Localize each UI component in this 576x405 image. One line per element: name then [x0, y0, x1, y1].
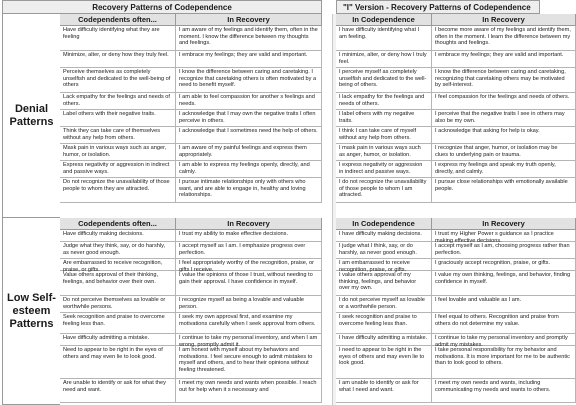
i-codependence-cell: I need to appear to be right in the eyes of others and may even lie to look good. — [336, 346, 432, 378]
recovery-pattern-cell: I know the difference between caring and caretaking. I recognize that caretaking others is often motivated by a need to benefit myself. — [176, 68, 322, 92]
i-codependence-cell: I minimize, alter, or deny how I truly feel. — [336, 51, 432, 67]
i-codependence-cell: I do not perceive myself as lovable or a worthwhile person. — [336, 296, 432, 312]
i-recovery-cell: I acknowledge that asking for help is okay. — [432, 127, 576, 143]
codependent-pattern-cell: Value others approval of their thinking, feelings, and behavior over their own. — [60, 271, 176, 295]
table-row — [60, 26, 322, 51]
i-recovery-cell: I take personal responsibility for my behavior and motivations. It is more important for me to be authentic than to look good to others. — [432, 346, 576, 378]
column-header-in-recovery: In Recovery — [432, 218, 576, 229]
codependent-pattern-cell: Think they can take care of themselves without any help from others. — [60, 127, 176, 143]
i-recovery-cell: I feel compassion for the feelings and needs of others. — [432, 93, 576, 109]
column-header-in-recovery: In Recovery — [176, 218, 322, 229]
table-row — [60, 144, 322, 161]
left-section — [2, 14, 322, 218]
i-codependence-cell: I think I can take care of myself without any help from others. — [336, 127, 432, 143]
i-codependence-cell: I lack empathy for the feelings and needs of others. — [336, 93, 432, 109]
left-grid — [60, 14, 322, 203]
table-row — [60, 93, 322, 110]
table-row — [60, 313, 322, 334]
i-codependence-cell: I express negativity or aggression in indirect and passive ways. — [336, 161, 432, 177]
recovery-pattern-cell: I am able to express my feelings openly, directly, and calmly. — [176, 161, 322, 177]
recovery-pattern-cell: I accept myself as I am. I emphasize progress over perfection. — [176, 242, 322, 258]
table-row — [336, 110, 576, 127]
recovery-pattern-cell: I am able to feel compassion for another s feelings and needs. — [176, 93, 322, 109]
recovery-pattern-cell: I pursue intimate relationships only with others who want, and are able to engage in, healthy and loving relationships. — [176, 178, 322, 202]
column-header-row — [336, 14, 576, 26]
table-row — [336, 230, 576, 242]
i-codependence-cell: I am unable to identify or ask for what I need and want. — [336, 379, 432, 402]
column-header-codependents: Codependents often... — [60, 218, 176, 229]
codependent-pattern-cell: Have difficulty making decisions. — [60, 230, 176, 241]
codependent-pattern-cell: Seek recognition and praise to overcome feeling less than. — [60, 313, 176, 333]
left-table-title: Recovery Patterns of Codependence — [2, 0, 322, 14]
column-header-codependents: Codependents often... — [60, 14, 176, 25]
table-row — [60, 296, 322, 313]
i-codependence-cell: I value others approval of my thinking, feelings, and behavior over my own. — [336, 271, 432, 295]
i-codependence-cell: I have difficulty making decisions. — [336, 230, 432, 241]
table-row — [60, 68, 322, 93]
codependent-pattern-cell: Have difficulty admitting a mistake. — [60, 334, 176, 345]
recovery-pattern-cell: I meet my own needs and wants when possible. I reach out for help when it s necessary and — [176, 379, 322, 402]
section-label: Denial Patterns — [2, 14, 60, 218]
column-header-row — [60, 14, 322, 26]
codependent-pattern-cell: Are unable to identify or ask for what they need and want. — [60, 379, 176, 402]
codependent-pattern-cell: Label others with their negative traits. — [60, 110, 176, 126]
table-row — [60, 127, 322, 144]
table-row — [60, 242, 322, 259]
i-codependence-cell: I am embarrassed to receive recognition, praise, or gifts. — [336, 259, 432, 270]
table-row — [336, 68, 576, 93]
right-table-title: "I" Version - Recovery Patterns of Codependence — [336, 0, 540, 14]
table-row — [60, 346, 322, 379]
table-row — [336, 346, 576, 379]
recovery-pattern-cell: I feel appropriately worthy of the recognition, praise, or gifts I receive. — [176, 259, 322, 270]
i-recovery-cell: I feel lovable and valuable as I am. — [432, 296, 576, 312]
codependent-pattern-cell: Do not perceive themselves as lovable or worthwhile persons. — [60, 296, 176, 312]
section-label: Low Self-esteem Patterns — [2, 218, 60, 405]
i-recovery-cell: I trust my Higher Power s guidance as I practice making effective decisions. — [432, 230, 576, 241]
codependent-pattern-cell: Do not recognize the unavailability of those people to whom they are attracted. — [60, 178, 176, 202]
i-recovery-cell: I graciously accept recognition, praise, or gifts. — [432, 259, 576, 270]
i-recovery-cell: I feel equal to others. Recognition and praise from others do not determine my value. — [432, 313, 576, 333]
recovery-pattern-cell: I embrace my feelings; they are valid and important. — [176, 51, 322, 67]
i-recovery-cell: I express my feelings and speak my truth openly, directly, and calmly. — [432, 161, 576, 177]
i-recovery-cell: I value my own thinking, feelings, and behavior, finding confidence in myself. — [432, 271, 576, 295]
column-header-in-codependence: In Codependence — [336, 218, 432, 229]
i-codependence-cell: I seek recognition and praise to overcome feeling less than. — [336, 313, 432, 333]
codependent-pattern-cell: Are embarrassed to receive recognition, praise, or gifts. — [60, 259, 176, 270]
right-section — [336, 14, 571, 218]
table-row — [336, 242, 576, 259]
column-header-row — [60, 218, 322, 230]
left-grid — [60, 218, 322, 403]
left-section — [2, 218, 322, 405]
recovery-pattern-cell: I acknowledge that I sometimes need the help of others. — [176, 127, 322, 143]
table-row — [336, 334, 576, 346]
codependent-pattern-cell: Judge what they think, say, or do harshly, as never good enough. — [60, 242, 176, 258]
i-recovery-cell: I continue to take my personal inventory and promptly admit my mistakes. — [432, 334, 576, 345]
i-codependence-cell: I have difficulty identifying what I am feeling. — [336, 26, 432, 50]
recovery-pattern-cell: I am honest with myself about my behaviors and motivations. I feel secure enough to admit mistakes to myself and others, and to hear their opinions without feeling threatened. — [176, 346, 322, 378]
table-row — [60, 259, 322, 271]
i-recovery-cell: I perceive that the negative traits I see in others may also be my own. — [432, 110, 576, 126]
recovery-pattern-cell: I am aware of my feelings and identify them, often in the moment. I know the difference between my thoughts and feelings. — [176, 26, 322, 50]
table-row — [60, 271, 322, 296]
i-recovery-cell: I meet my own needs and wants, including communicating my needs and wants to others. — [432, 379, 576, 402]
i-recovery-cell: I know the difference between caring and caretaking, recognizing that caretaking others may be motivated by self-interest. — [432, 68, 576, 92]
right-section — [336, 218, 571, 405]
table-row — [336, 93, 576, 110]
table-row — [336, 379, 576, 403]
table-row — [336, 127, 576, 144]
codependent-pattern-cell: Mask pain in various ways such as anger, humor, or isolation. — [60, 144, 176, 160]
column-header-in-recovery: In Recovery — [176, 14, 322, 25]
table-row — [336, 259, 576, 271]
table-row — [60, 379, 322, 403]
recovery-pattern-cell: I recognize myself as being a lovable and valuable person. — [176, 296, 322, 312]
table-row — [336, 313, 576, 334]
i-codependence-cell: I label others with my negative traits. — [336, 110, 432, 126]
table-row — [60, 178, 322, 203]
right-grid — [336, 14, 576, 203]
i-codependence-cell: I do not recognize the unavailability of those people to whom I am attracted. — [336, 178, 432, 202]
table-row — [60, 334, 322, 346]
table-row — [336, 144, 576, 161]
recovery-pattern-cell: I trust my ability to make effective decisions. — [176, 230, 322, 241]
table-row — [336, 26, 576, 51]
table-row — [60, 51, 322, 68]
i-codependence-cell: I perceive myself as completely unselfish and dedicated to the well-being of others. — [336, 68, 432, 92]
i-codependence-cell: I mask pain in various ways such as anger, humor, or isolation. — [336, 144, 432, 160]
table-row — [336, 161, 576, 178]
table-row — [60, 110, 322, 127]
right-grid — [336, 218, 576, 403]
i-codependence-cell: I judge what I think, say, or do harshly, as never good enough. — [336, 242, 432, 258]
i-recovery-cell: I embrace my feelings; they are valid and important. — [432, 51, 576, 67]
codependent-pattern-cell: Perceive themselves as completely unselfish and dedicated to the well-being of others — [60, 68, 176, 92]
i-recovery-cell: I recognize that anger, humor, or isolation may be clues to underlying pain or trauma. — [432, 144, 576, 160]
codependent-pattern-cell: Lack empathy for the feelings and needs of others. — [60, 93, 176, 109]
recovery-pattern-cell: I value the opinions of those I trust, without needing to gain their approval. I have confidence in myself. — [176, 271, 322, 295]
i-recovery-cell: I accept myself as I am, choosing progress rather than perfection. — [432, 242, 576, 258]
table-row — [336, 178, 576, 203]
left-table-panel — [2, 0, 322, 405]
column-header-in-codependence: In Codependence — [336, 14, 432, 25]
codependent-pattern-cell: Have difficulty identifying what they are feeling — [60, 26, 176, 50]
table-row — [336, 296, 576, 313]
i-recovery-cell: I pursue close relationships with emotionally available people. — [432, 178, 576, 202]
table-row — [336, 51, 576, 68]
table-row — [60, 230, 322, 242]
recovery-pattern-cell: I am aware of my painful feelings and express them appropriately. — [176, 144, 322, 160]
recovery-pattern-cell: I acknowledge that I may own the negative traits I often perceive in others. — [176, 110, 322, 126]
codependent-pattern-cell: Need to appear to be right in the eyes of others and may even lie to look good. — [60, 346, 176, 378]
column-header-in-recovery: In Recovery — [432, 14, 576, 25]
i-recovery-cell: I become more aware of my feelings and identify them, often in the moment. I learn the difference between my thoughts and feelings. — [432, 26, 576, 50]
recovery-pattern-cell: I seek my own approval first, and examine my motivations carefully when I seek approval from others. — [176, 313, 322, 333]
table-row — [336, 271, 576, 296]
codependent-pattern-cell: Express negativity or aggression in indirect and passive ways. — [60, 161, 176, 177]
table-row — [60, 161, 322, 178]
i-codependence-cell: I have difficulty admitting a mistake. — [336, 334, 432, 345]
column-header-row — [336, 218, 576, 230]
right-table-panel — [336, 0, 571, 405]
codependent-pattern-cell: Minimize, alter, or deny how they truly feel. — [60, 51, 176, 67]
recovery-pattern-cell: I continue to take my personal inventory, and when I am wrong, promptly admit it. — [176, 334, 322, 345]
